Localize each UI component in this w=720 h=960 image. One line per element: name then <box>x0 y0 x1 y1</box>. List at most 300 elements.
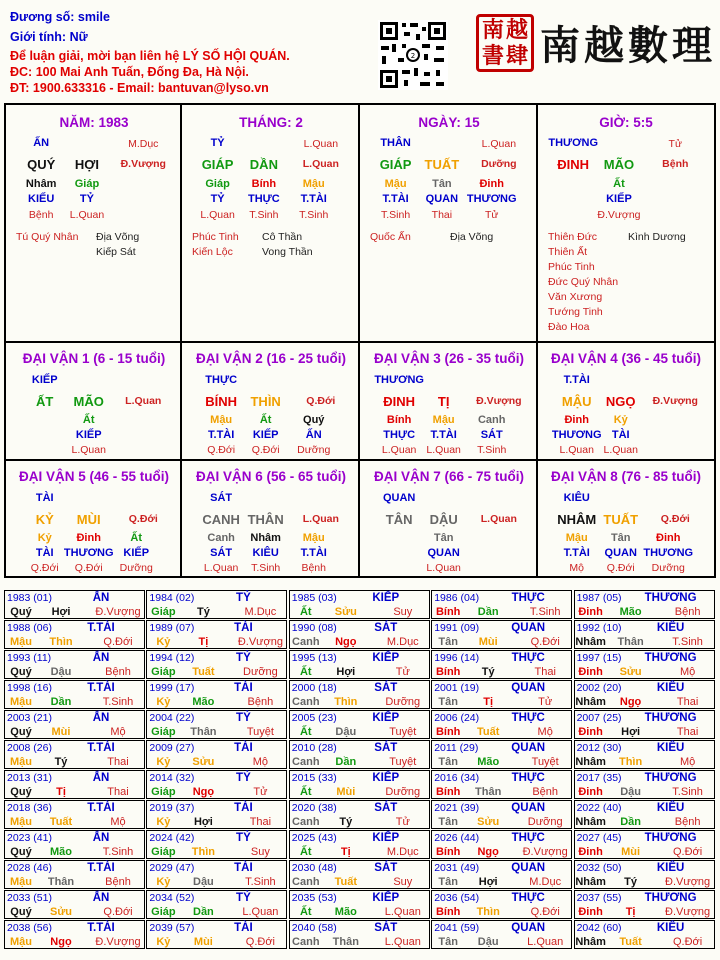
year-label: 2027 (45) <box>576 832 622 844</box>
hidden-star: THƯƠNG <box>643 547 694 559</box>
heavenly-stem: Tân <box>438 636 458 648</box>
hidden-star: T.TÀI <box>208 429 235 441</box>
year-cell[interactable] <box>4 680 145 709</box>
year-cell[interactable] <box>4 830 145 859</box>
year-cell[interactable] <box>574 620 715 649</box>
earthly-branch: MÃO <box>73 394 104 409</box>
hidden-stage: L.Quan <box>426 562 461 574</box>
life-stage: Q.Đới <box>128 513 158 525</box>
year-cell[interactable] <box>289 740 430 769</box>
life-stage: L.Quan <box>527 936 564 948</box>
hidden-stem: Mậu <box>302 532 325 544</box>
ten-god-star: ẤN <box>92 832 110 844</box>
heavenly-stem: Quý <box>10 846 32 858</box>
hidden-star: THỰC <box>248 193 280 205</box>
year-cell[interactable] <box>431 590 572 619</box>
earthly-branch: Dần <box>620 816 641 828</box>
svg-text:2: 2 <box>410 52 416 60</box>
year-label: 1999 (17) <box>149 682 195 694</box>
ten-god-star: THÂN <box>380 137 411 149</box>
earthly-branch: Mão <box>334 906 357 918</box>
hidden-star: KIÊU <box>252 547 279 559</box>
life-stage: Bệnh <box>105 876 131 888</box>
pillar-title: GIỜ: 5:5 <box>599 115 653 130</box>
luck-period-1[interactable] <box>6 343 182 461</box>
hidden-stem: Canh <box>477 414 506 426</box>
year-cell[interactable] <box>574 920 715 949</box>
phone-email-line[interactable]: ĐT: 1900.633316 - Email: bantuvan@lyso.vn <box>10 81 269 95</box>
year-cell[interactable] <box>146 800 287 829</box>
year-label: 2031 (49) <box>434 862 480 874</box>
heavenly-stem: Nhâm <box>575 696 606 708</box>
life-stage: Q.Đới <box>530 636 560 648</box>
earthly-branch: Mùi <box>478 636 498 648</box>
year-cell[interactable] <box>289 590 430 619</box>
earthly-branch: Thân <box>190 726 217 738</box>
earthly-branch: Mùi <box>336 786 356 798</box>
heavenly-stem: Giáp <box>151 786 176 798</box>
life-stage: Suy <box>250 846 270 858</box>
year-label: 2011 (29) <box>434 742 479 754</box>
year-cell[interactable] <box>289 620 430 649</box>
earthly-branch: Mùi <box>51 726 71 738</box>
heavenly-stem: Canh <box>292 636 320 648</box>
heavenly-stem: Bính <box>435 786 461 798</box>
year-cell[interactable] <box>431 710 572 739</box>
year-label: 2017 (35) <box>576 772 622 784</box>
heavenly-stem: Bính <box>435 846 461 858</box>
heavenly-stem: Bính <box>435 906 461 918</box>
year-cell[interactable] <box>4 650 145 679</box>
ten-god-star: KIẾP <box>372 772 400 784</box>
special-star: Vong Thần <box>262 246 313 258</box>
luck-title: ĐẠI VẬN 7 (66 - 75 tuổi) <box>373 469 525 484</box>
luck-period-3[interactable] <box>360 343 538 461</box>
year-cell[interactable] <box>4 620 145 649</box>
hidden-star: SÁT <box>210 547 233 559</box>
hidden-stem: Ất <box>613 178 625 190</box>
year-cell[interactable] <box>289 860 430 889</box>
heavenly-stem: Bính <box>435 606 461 618</box>
hidden-stage: Đ.Vượng <box>597 209 641 221</box>
year-label: 2026 (44) <box>434 832 480 844</box>
heavenly-stem: Ất <box>299 726 312 738</box>
year-label: 2015 (33) <box>291 772 337 784</box>
year-cell[interactable] <box>574 650 715 679</box>
ten-god-star: THỰC <box>511 892 545 904</box>
heavenly-stem: Mậu <box>10 936 32 948</box>
year-cell[interactable] <box>4 710 145 739</box>
heavenly-stem: Tân <box>438 696 458 708</box>
hidden-star: ẤN <box>305 429 322 441</box>
ten-god-star: KIẾP <box>372 592 400 604</box>
year-label: 2009 (27) <box>149 742 195 754</box>
pillar-3[interactable] <box>360 105 538 343</box>
year-label: 2018 (36) <box>7 802 52 814</box>
year-label: 1994 (12) <box>149 652 195 664</box>
year-label: 2016 (34) <box>434 772 480 784</box>
year-label: 1983 (01) <box>7 592 52 604</box>
life-stage: L.Quan <box>125 395 162 407</box>
heavenly-stem: Quý <box>10 786 32 798</box>
life-stage: Thai <box>676 726 699 738</box>
hidden-star: T.TÀI <box>382 193 409 205</box>
earthly-branch: Ngọ <box>619 696 642 708</box>
earthly-branch: Hợi <box>478 876 498 888</box>
earthly-branch: Tuất <box>192 666 215 678</box>
chart-grid <box>4 103 716 578</box>
earthly-branch: Hợi <box>51 606 71 618</box>
earthly-branch: DẦN <box>249 157 278 172</box>
ten-god-star: KIÊU <box>563 492 590 504</box>
year-cell[interactable] <box>146 830 287 859</box>
year-cell[interactable] <box>289 890 430 919</box>
owner-name: Đương số: smile <box>10 10 110 24</box>
ten-god-star: ẤN <box>92 712 110 724</box>
hidden-star: T.TÀI <box>300 547 327 559</box>
heavenly-stem: Giáp <box>151 906 176 918</box>
ten-god-star: QUAN <box>511 922 546 934</box>
qr-code-icon[interactable] <box>378 20 448 90</box>
year-cell[interactable] <box>574 890 715 919</box>
earthly-branch: Hợi <box>193 816 213 828</box>
hidden-star: QUAN <box>604 547 637 559</box>
life-stage: M.Dục <box>244 606 277 618</box>
earthly-branch: Tuất <box>49 816 73 828</box>
heavenly-stem: Tân <box>438 756 458 768</box>
life-stage: Bệnh <box>674 606 701 618</box>
heavenly-stem: Mậu <box>10 636 32 648</box>
heavenly-stem: Nhâm <box>575 636 606 648</box>
hidden-star: TÀI <box>35 547 54 559</box>
year-cell[interactable] <box>4 890 145 919</box>
earthly-branch: Tị <box>483 696 494 708</box>
ten-god-star: THƯƠNG <box>548 137 599 149</box>
life-stage: Q.Đới <box>103 636 133 648</box>
luck-title: ĐẠI VẬN 3 (26 - 35 tuổi) <box>373 351 525 366</box>
ten-god-star: QUAN <box>511 622 546 634</box>
year-label: 2041 (59) <box>434 922 480 934</box>
luck-period-5[interactable] <box>6 461 182 578</box>
hidden-star: KIẾP <box>75 429 102 441</box>
heavenly-stem: ĐINH <box>383 394 416 409</box>
year-cell[interactable] <box>574 860 715 889</box>
hidden-stage: Mộ <box>569 562 585 574</box>
life-stage: Q.Đới <box>306 395 336 407</box>
life-stage: Đ.Vượng <box>237 636 283 648</box>
earthly-branch: Tý <box>624 876 638 888</box>
year-label: 2033 (51) <box>7 892 52 904</box>
hidden-stage: Dưỡng <box>651 562 685 574</box>
hidden-stage: L.Quan <box>69 209 105 221</box>
year-cell[interactable] <box>431 680 572 709</box>
life-stage: Tử <box>253 786 268 798</box>
earthly-branch: Ngọ <box>192 786 215 798</box>
ten-god-star: THƯƠNG <box>644 652 697 664</box>
ten-god-star: THỰC <box>511 592 545 604</box>
hidden-stem: Giáp <box>74 178 100 190</box>
ten-god-star: ẤN <box>92 652 110 664</box>
hidden-stem: Ất <box>82 414 95 426</box>
hidden-stage: L.Quan <box>200 209 235 221</box>
year-cell[interactable] <box>146 650 287 679</box>
year-cell[interactable] <box>431 890 572 919</box>
pillar-title: NĂM: 1983 <box>59 115 129 130</box>
year-cell[interactable] <box>4 590 145 619</box>
hidden-stage: Bệnh <box>28 209 54 221</box>
heavenly-stem: Tân <box>438 936 458 948</box>
heavenly-stem: BÍNH <box>205 394 238 409</box>
heavenly-stem: Quý <box>10 906 32 918</box>
year-cell[interactable] <box>289 710 430 739</box>
year-cell[interactable] <box>574 710 715 739</box>
heavenly-stem: Đinh <box>578 906 603 918</box>
year-cell[interactable] <box>146 770 287 799</box>
year-cell[interactable] <box>146 590 287 619</box>
special-star: Đức Quý Nhân <box>548 276 619 288</box>
ten-god-star: KIÊU <box>656 742 685 754</box>
year-cell[interactable] <box>289 650 430 679</box>
heavenly-stem: Nhâm <box>575 876 606 888</box>
earthly-branch: Thân <box>617 636 644 648</box>
ten-god-star: KIẾP <box>372 712 400 724</box>
special-star: Văn Xương <box>548 291 603 303</box>
ten-god-star: ẤN <box>92 592 110 604</box>
ten-god-star: KIÊU <box>656 922 685 934</box>
heavenly-stem: Ất <box>299 666 312 678</box>
ten-god-star: QUAN <box>511 742 546 754</box>
luck-period-2[interactable] <box>182 343 360 461</box>
ten-god-star: T.TÀI <box>87 922 115 934</box>
year-cell[interactable] <box>146 680 287 709</box>
hidden-stage: Q.Đới <box>74 562 103 574</box>
life-stage: Dưỡng <box>385 786 421 798</box>
ten-god-star: TÀI <box>234 802 253 814</box>
earthly-branch: Tị <box>56 786 66 798</box>
life-stage: Tử <box>395 816 410 828</box>
hidden-star: THƯƠNG <box>551 429 602 441</box>
year-cell[interactable] <box>431 770 572 799</box>
year-label: 1989 (07) <box>149 622 195 634</box>
heavenly-stem: Mậu <box>10 816 32 828</box>
heavenly-stem: Kỷ <box>156 816 171 828</box>
heavenly-stem: Canh <box>292 876 320 888</box>
life-stage: Thai <box>676 696 699 708</box>
heavenly-stem: Quý <box>10 666 32 678</box>
hidden-star: KIẾU <box>28 193 55 205</box>
earthly-branch: Sửu <box>49 906 73 918</box>
year-cell[interactable] <box>4 740 145 769</box>
life-stage: Suy <box>393 876 413 888</box>
hidden-stem: Mậu <box>302 178 325 190</box>
hidden-stem: Đinh <box>479 178 504 190</box>
year-cell[interactable] <box>431 830 572 859</box>
hidden-star: THƯƠNG <box>63 547 114 559</box>
year-cell[interactable] <box>146 890 287 919</box>
year-cell[interactable] <box>574 590 715 619</box>
hidden-star: T.TÀI <box>300 193 327 205</box>
earthly-branch: Sửu <box>619 666 642 678</box>
ten-god-star: KIÊU <box>656 622 685 634</box>
year-cell[interactable] <box>431 650 572 679</box>
hidden-stem: Mậu <box>565 532 588 544</box>
ten-god-star: THƯƠNG <box>644 892 697 904</box>
ten-god-star: QUAN <box>511 802 546 814</box>
luck-title: ĐẠI VẬN 4 (36 - 45 tuổi) <box>550 351 702 366</box>
year-cell[interactable] <box>574 740 715 769</box>
heavenly-stem: Nhâm <box>575 756 606 768</box>
year-cell[interactable] <box>431 860 572 889</box>
year-cell[interactable] <box>146 920 287 949</box>
life-stage: Thai <box>534 666 556 678</box>
life-stage: L.Quan <box>481 138 517 150</box>
year-cell[interactable] <box>574 770 715 799</box>
earthly-branch: Mùi <box>621 846 641 858</box>
heavenly-stem: KỶ <box>35 512 54 527</box>
year-label: 2039 (57) <box>149 922 195 934</box>
year-cell[interactable] <box>289 680 430 709</box>
year-cell[interactable] <box>289 800 430 829</box>
life-stage: Q.Đới <box>672 846 703 858</box>
earthly-branch: Thân <box>47 876 75 888</box>
year-cell[interactable] <box>289 770 430 799</box>
year-label: 2019 (37) <box>149 802 195 814</box>
year-cell[interactable] <box>431 620 572 649</box>
life-stage: Dưỡng <box>385 696 421 708</box>
luck-period-6[interactable] <box>182 461 360 578</box>
earthly-branch: Tuất <box>619 936 642 948</box>
earthly-branch: Mùi <box>193 936 213 948</box>
year-label: 2042 (60) <box>576 922 622 934</box>
earthly-branch: THÂN <box>247 512 284 527</box>
life-stage: Mộ <box>110 726 126 738</box>
hidden-stage: L.Quan <box>203 562 239 574</box>
life-stage: Dưỡng <box>481 158 517 170</box>
year-cell[interactable] <box>4 770 145 799</box>
year-cell[interactable] <box>431 800 572 829</box>
year-cell[interactable] <box>146 860 287 889</box>
ten-god-star: T.TÀI <box>87 622 115 634</box>
heavenly-stem: Đinh <box>578 606 603 618</box>
year-cell[interactable] <box>146 620 287 649</box>
luck-period-4[interactable] <box>538 343 714 461</box>
pillar-1[interactable] <box>6 105 182 343</box>
pillar-4[interactable] <box>538 105 714 343</box>
hidden-stem: Giáp <box>205 178 230 190</box>
special-star: Phúc Tinh <box>192 231 239 243</box>
year-label: 2022 (40) <box>576 802 622 814</box>
year-label: 1984 (02) <box>149 592 195 604</box>
earthly-branch: Thìn <box>476 906 500 918</box>
life-stage: Mộ <box>110 816 126 828</box>
earthly-branch: Thìn <box>334 696 358 708</box>
heavenly-stem: Nhâm <box>575 936 606 948</box>
life-stage: Tuyệt <box>389 756 417 768</box>
earthly-branch: Thìn <box>191 846 215 858</box>
life-stage: Tử <box>538 696 553 708</box>
special-star: Tú Quý Nhân <box>16 231 79 243</box>
ten-god-star: TÀI <box>234 622 253 634</box>
earthly-branch: Tý <box>339 816 353 828</box>
hidden-star: T.TÀI <box>430 429 457 441</box>
earthly-branch: Thìn <box>49 636 73 648</box>
year-label: 2020 (38) <box>291 802 337 814</box>
ten-god-star: QUAN <box>511 862 546 874</box>
year-cell[interactable] <box>146 710 287 739</box>
pillar-2[interactable] <box>182 105 360 343</box>
hidden-stage: T.Sinh <box>381 209 411 221</box>
year-cell[interactable] <box>431 920 572 949</box>
earthly-branch: TUẤT <box>424 157 460 172</box>
pillar-title: THÁNG: 2 <box>239 115 303 130</box>
luck-period-8[interactable] <box>538 461 714 578</box>
hidden-stage: T.Sinh <box>299 209 329 221</box>
year-label: 2004 (22) <box>149 712 195 724</box>
hidden-star: SÁT <box>480 429 503 441</box>
year-label: 2023 (41) <box>7 832 52 844</box>
life-stage: Suy <box>393 606 413 618</box>
hidden-stage: Dưỡng <box>297 444 331 456</box>
hidden-star: QUAN <box>427 547 460 559</box>
life-stage: Bệnh <box>674 816 701 828</box>
earthly-branch: HỢI <box>74 157 99 172</box>
ten-god-star: KIẾP <box>31 374 58 386</box>
year-label: 1995 (13) <box>291 652 337 664</box>
life-stage: L.Quan <box>242 906 279 918</box>
heavenly-stem: Ất <box>299 846 312 858</box>
earthly-branch: Sửu <box>192 756 215 768</box>
year-cell[interactable] <box>574 680 715 709</box>
hidden-stage: T.Sinh <box>477 444 507 456</box>
year-cell[interactable] <box>146 740 287 769</box>
hidden-stage: Q.Đới <box>207 444 236 456</box>
year-label: 2007 (25) <box>576 712 622 724</box>
year-cell[interactable] <box>4 920 145 949</box>
year-label: 1992 (10) <box>576 622 622 634</box>
hidden-stage: L.Quan <box>71 444 106 456</box>
hidden-stage: L.Quan <box>381 444 417 456</box>
heavenly-stem: Đinh <box>578 846 603 858</box>
hidden-stem: Kỷ <box>613 414 628 426</box>
year-label: 2014 (32) <box>149 772 195 784</box>
hidden-star: THƯƠNG <box>466 193 517 205</box>
year-cell[interactable] <box>574 830 715 859</box>
heavenly-stem: Giáp <box>151 666 176 678</box>
year-cell[interactable] <box>289 830 430 859</box>
life-stage: Dưỡng <box>527 816 563 828</box>
heavenly-stem: Kỷ <box>156 936 171 948</box>
hidden-stem: Tân <box>433 532 454 544</box>
header <box>0 0 720 102</box>
hidden-stem: Ất <box>130 532 143 544</box>
ten-god-star: KIÊU <box>656 802 685 814</box>
year-cell[interactable] <box>431 740 572 769</box>
ten-god-star: THỰC <box>511 832 545 844</box>
heavenly-stem: Giáp <box>151 846 176 858</box>
earthly-branch: Hợi <box>336 666 356 678</box>
year-cell[interactable] <box>4 800 145 829</box>
year-cell[interactable] <box>574 800 715 829</box>
life-stage: Đ.Vượng <box>665 906 711 918</box>
heavenly-stem: Ất <box>299 786 312 798</box>
hidden-stage: Dưỡng <box>119 562 153 574</box>
luck-period-7[interactable] <box>360 461 538 578</box>
year-cell[interactable] <box>4 860 145 889</box>
life-stage: Tử <box>668 138 682 150</box>
year-cell[interactable] <box>289 920 430 949</box>
earthly-branch: Dậu <box>50 666 72 678</box>
hidden-stem: Mậu <box>432 414 455 426</box>
